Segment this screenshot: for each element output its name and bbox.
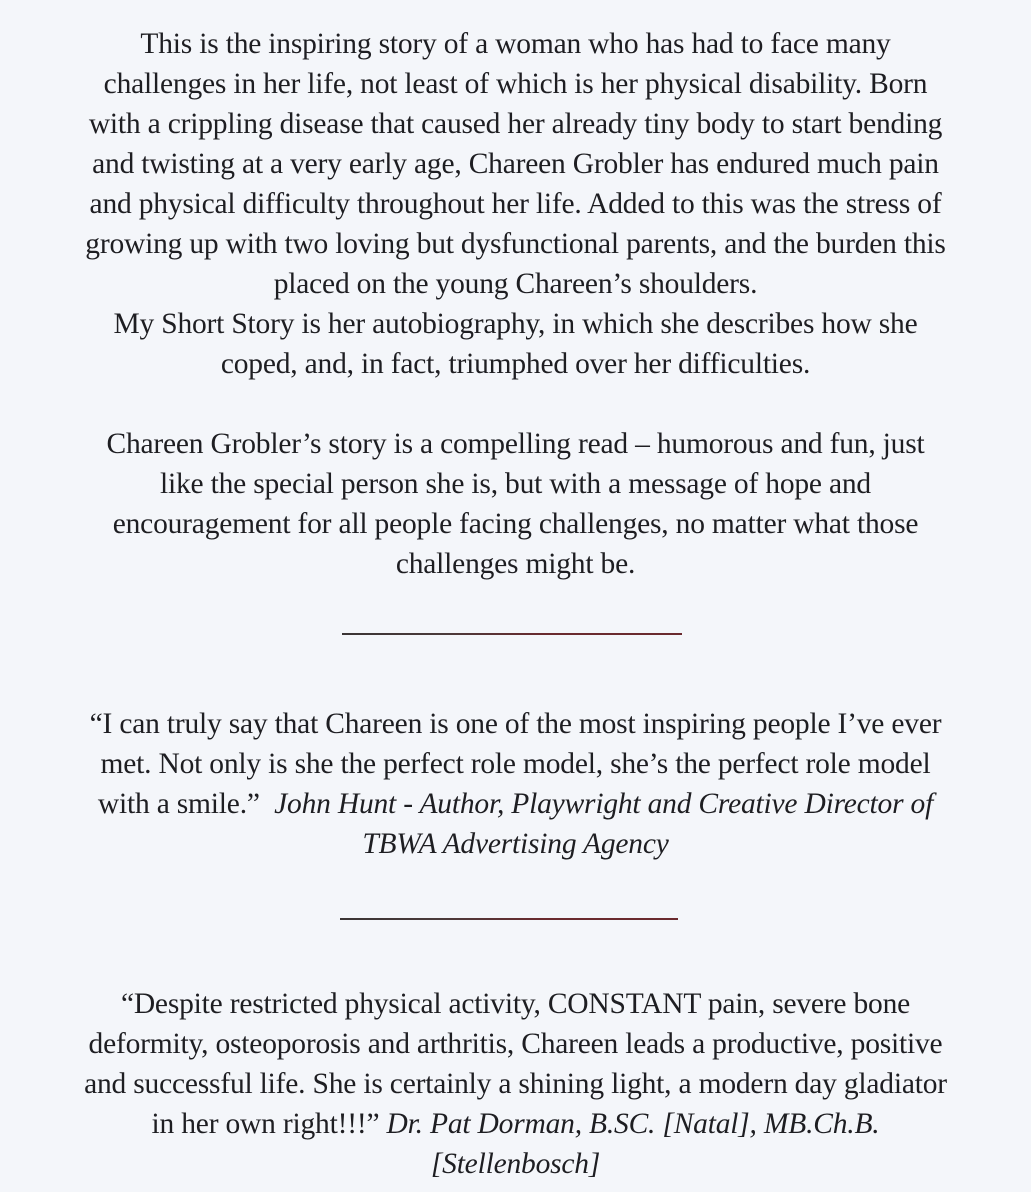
quote-line: [0, 784, 1031, 824]
summary-line: encouragement for all people facing challenges, no matter what those: [112, 508, 919, 540]
quote-line: deformity, osteoporosis and arthritis, Chareen leads a productive, positive: [88, 1028, 943, 1060]
summary-line: Chareen Grobler’s story is a compelling read – humorous and fun, just: [106, 428, 925, 460]
quote-text: with a smile.”: [97, 788, 260, 820]
blurb-line: My Short Story is her autobiography, in which she describes how she: [113, 308, 918, 340]
blurb-line: challenges in her life, not least of which is her physical disability. Born: [103, 68, 928, 100]
blurb-line: This is the inspiring story of a woman who has had to face many: [140, 28, 891, 60]
blurb-line: with a crippling disease that caused her already tiny body to start bending: [88, 108, 943, 140]
quote-line: met. Not only is she the perfect role model, she’s the perfect role model: [100, 748, 931, 780]
blurb-line: placed on the young Chareen’s shoulders.: [273, 268, 758, 300]
quote-line: “I can truly say that Chareen is one of the most inspiring people I’ve ever: [89, 708, 942, 740]
blurb-line: and physical difficulty throughout her life. Added to this was the stress of: [89, 188, 942, 220]
divider-1: [342, 633, 682, 635]
summary-line: like the special person she is, but with a message of hope and: [160, 468, 871, 500]
quote-line: and successful life. She is certainly a shining light, a modern day gladiator: [84, 1068, 947, 1100]
quote-text: in her own right!!!”: [151, 1108, 380, 1140]
quote-attribution: Dr. Pat Dorman, B.SC. [Natal], MB.Ch.B.: [386, 1108, 880, 1140]
divider-2: [340, 918, 678, 920]
quote-attribution: TBWA Advertising Agency: [362, 828, 669, 860]
quote-line: “Despite restricted physical activity, CONSTANT pain, severe bone: [120, 988, 911, 1020]
blurb-line: growing up with two loving but dysfunctional parents, and the burden this: [85, 228, 946, 260]
quote-attribution: John Hunt - Author, Playwright and Creative Director of: [274, 788, 934, 820]
quote-line: [0, 1104, 1031, 1144]
quote-attribution: [Stellenbosch]: [430, 1148, 601, 1180]
blurb-line: coped, and, in fact, triumphed over her difficulties.: [220, 348, 811, 380]
summary-paragraph: [0, 424, 1031, 584]
summary-line: challenges might be.: [395, 548, 636, 580]
blurb-line: and twisting at a very early age, Chareen Grobler has endured much pain: [92, 148, 939, 180]
testimonial-john-hunt: [0, 704, 1031, 864]
blurb-paragraph: [0, 24, 1031, 384]
testimonial-pat-dorman: [0, 984, 1031, 1184]
